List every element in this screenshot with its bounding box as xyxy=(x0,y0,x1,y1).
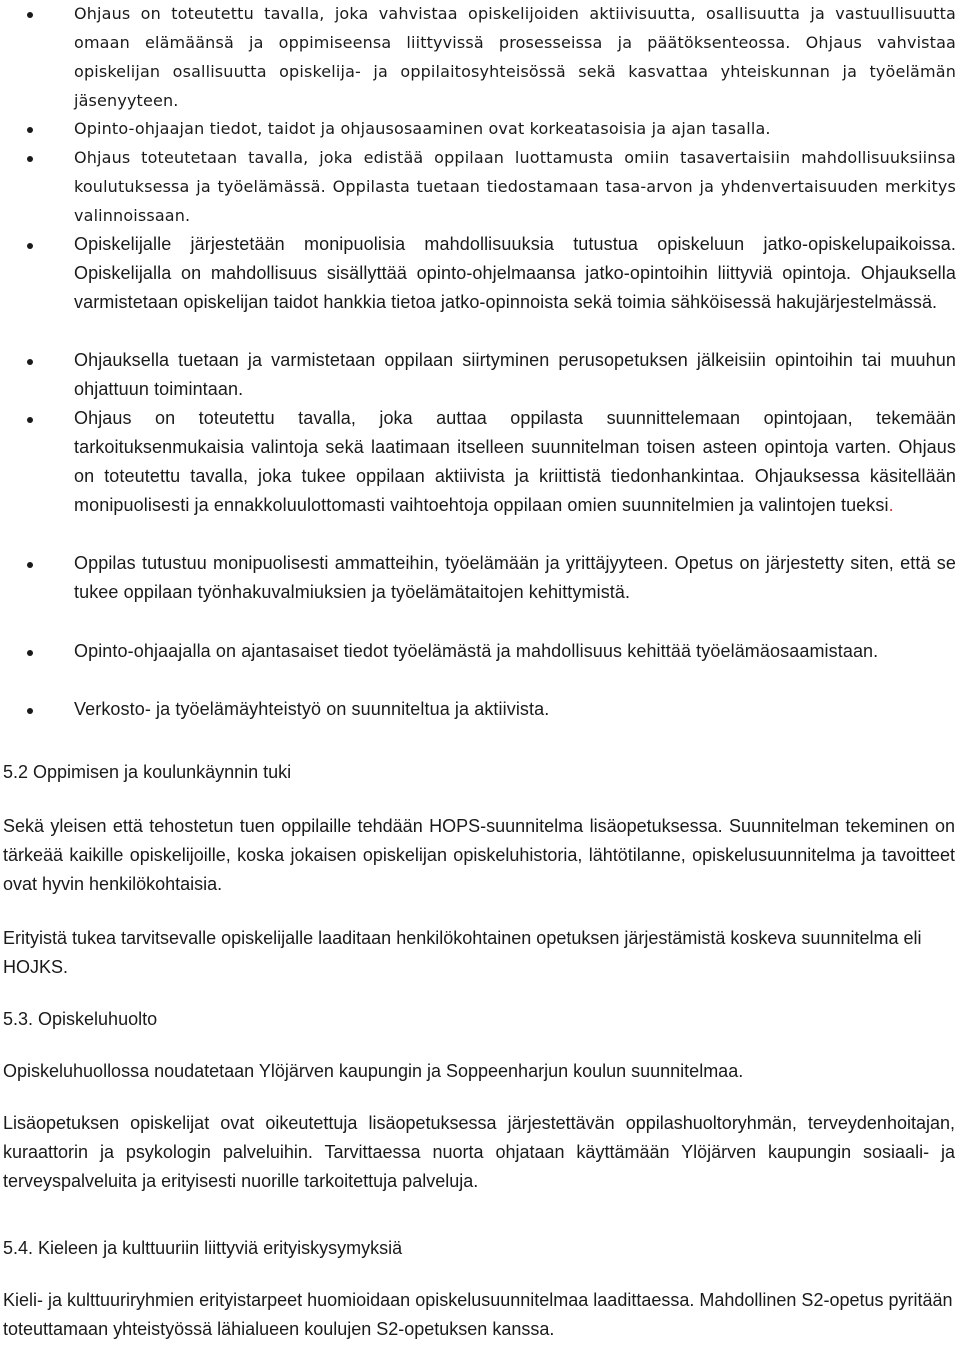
bullet-icon xyxy=(27,417,33,423)
list-item: Opinto-ohjaajalla on ajantasaiset tiedot työelämästä ja mahdollisuus kehittää työelämäosaamistaan. xyxy=(74,641,879,661)
list-item: Opinto-ohjaajan tiedot, taidot ja ohjausosaaminen ovat korkeatasoisia ja ajan tasalla. xyxy=(74,119,771,138)
bullet-icon xyxy=(27,156,33,162)
list-item xyxy=(74,404,956,520)
bullet-icon xyxy=(27,127,33,133)
list-item-text: Ohjaus on toteutettu tavalla, joka auttaa oppilasta suunnittelemaan opintojaan, tekemään tarkoituksenmukaisia valintoja sekä laatimaan itselleen suunnitelman toisen asteen opintoja varten. Ohjaus on toteutettu tavalla, joka tukee oppilaan aktiivista ja kriittistä tiedonhankintaa. Ohjauksessa käsitellään monipuolisesti ja ennakkoluulottomasti vaihtoehtoja oppilaan omien suunnitelmien ja valintojen tueksi xyxy=(74,408,956,515)
bullet-icon xyxy=(27,359,33,365)
bullet-icon xyxy=(27,708,33,714)
bullet-icon xyxy=(27,243,33,249)
section-heading: 5.2 Oppimisen ja koulunkäynnin tuki xyxy=(3,762,292,782)
section-heading: 5.3. Opiskeluhuolto xyxy=(3,1009,158,1029)
list-item: Opiskelijalle järjestetään monipuolisia mahdollisuuksia tutustua opiskeluun jatko-opiskelupaikoissa. Opiskelijalla on mahdollisuus sisällyttää opinto-ohjelmaansa jatko-opintoihin liittyviä opintoja. Ohjauksella varmistetaan opiskelijan taidot hankkia tietoa jatko-opinnoista sekä toimia sähköisessä hakujärjestelmässä. xyxy=(74,234,956,312)
paragraph: Opiskeluhuollossa noudatetaan Ylöjärven kaupungin ja Soppeenharjun koulun suunnitelmaa. xyxy=(3,1061,744,1081)
list-item: Verkosto- ja työelämäyhteistyö on suunniteltua ja aktiivista. xyxy=(74,699,550,719)
bullet-icon xyxy=(27,650,33,656)
trailing-period: . xyxy=(888,495,894,515)
section-heading: 5.4. Kieleen ja kulttuuriin liittyviä erityiskysymyksiä xyxy=(3,1238,403,1258)
paragraph: Sekä yleisen että tehostetun tuen oppilaille tehdään HOPS-suunnitelma lisäopetuksessa. Suunnitelman tekeminen on tärkeää kaikille opiskelijoille, koska jokaisen opiskelijan opiskeluhistoria, lähtötilanne, opiskelusuunnitelma ja tavoitteet ovat hyvin henkilökohtaisia. xyxy=(3,816,955,894)
list-item: Ohjaus toteutetaan tavalla, joka edistää oppilaan luottamusta omiin tasavertaisiin mahdollisuuksiinsa koulutuksessa ja työelämässä. Oppilasta tuetaan tiedostamaan tasa-arvon ja yhdenvertaisuuden merkitys valinnoissaan. xyxy=(74,148,956,225)
list-item: Ohjauksella tuetaan ja varmistetaan oppilaan siirtyminen perusopetuksen jälkeisiin opintoihin tai muuhun ohjattuun toimintaan. xyxy=(74,350,956,399)
bullet-icon xyxy=(27,12,33,18)
list-item: Ohjaus on toteutettu tavalla, joka vahvistaa opiskelijoiden aktiivisuutta, osallisuutta ja vastuullisuutta omaan elämäänsä ja oppimiseensa liittyvissä prosesseissa ja päätöksenteossa. Ohjaus vahvistaa opiskelijan osallisuutta opiskelija- ja oppilaitosyhteisössä sekä kasvattaa yhteiskunnan ja työelämän jäsenyyteen. xyxy=(74,4,956,110)
bullet-icon xyxy=(27,562,33,568)
list-item: Oppilas tutustuu monipuolisesti ammatteihin, työelämään ja yrittäjyyteen. Opetus on järjestetty siten, että se tukee oppilaan työnhakuvalmiuksien ja työelämätaitojen kehittymistä. xyxy=(74,553,956,602)
paragraph: Erityistä tukea tarvitsevalle opiskelijalle laaditaan henkilökohtainen opetuksen järjestämistä koskeva suunnitelma eli HOJKS. xyxy=(3,928,922,977)
paragraph: Lisäopetuksen opiskelijat ovat oikeutettuja lisäopetuksessa järjestettävän oppilashuoltoryhmän, terveydenhoitajan, kuraattorin ja psykologin palveluihin. Tarvittaessa nuorta ohjataan käyttämään Ylöjärven kaupungin sosiaali- ja terveyspalveluita ja erityisesti nuorille tarkoitettuja palveluja. xyxy=(3,1113,955,1191)
paragraph: Kieli- ja kulttuuriryhmien erityistarpeet huomioidaan opiskelusuunnitelmaa laadittaessa. Mahdollinen S2-opetus pyritään toteuttamaan yhteistyössä lähialueen koulujen S2-opetuksen kanssa. xyxy=(3,1290,953,1339)
